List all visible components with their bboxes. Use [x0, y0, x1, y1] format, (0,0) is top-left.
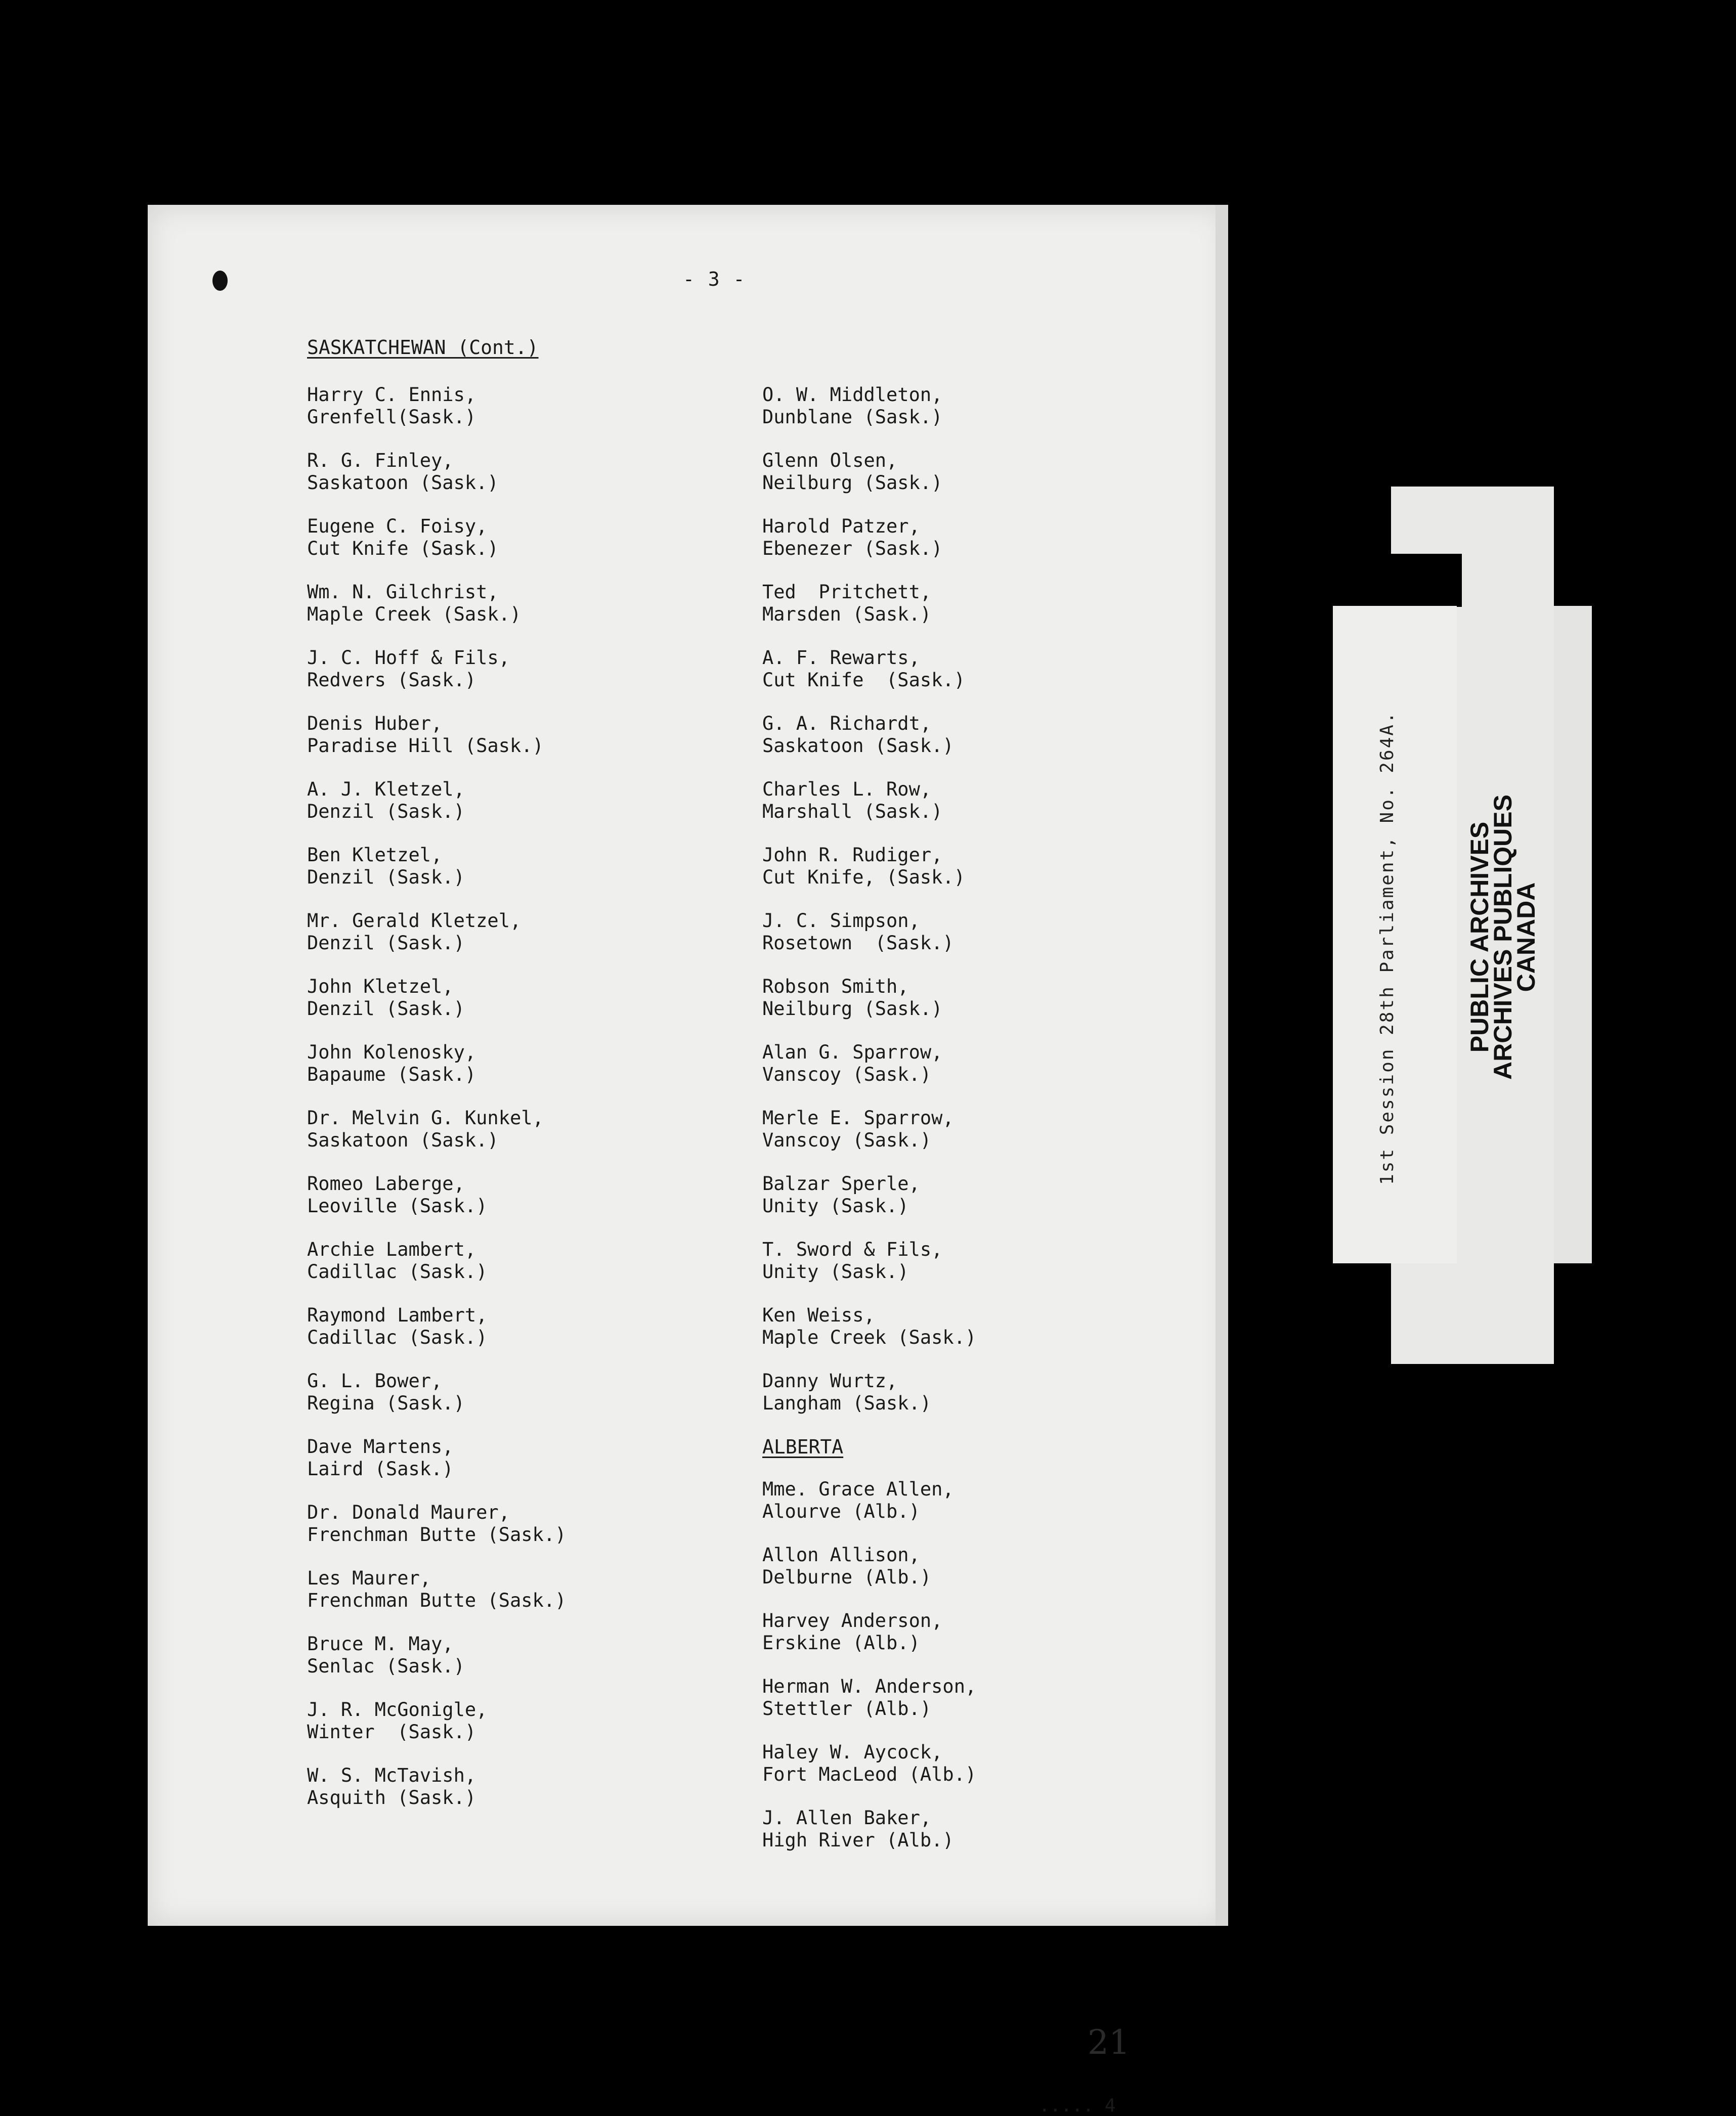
list-item	[307, 1173, 691, 1239]
left-column	[307, 336, 691, 1830]
list-item	[307, 844, 691, 910]
entry-name: Harold Patzer,	[762, 515, 920, 537]
list-item	[762, 844, 1147, 910]
entry-place: Maple Creek (Sask.)	[307, 603, 522, 625]
entry-name: Ken Weiss,	[762, 1304, 875, 1326]
entry-name: G. L. Bower,	[307, 1370, 443, 1392]
archives-stamp-line: CANADA	[1512, 882, 1540, 992]
entry-place: Fort MacLeod (Alb.)	[762, 1764, 977, 1785]
entry-place: Delburne (Alb.)	[762, 1566, 932, 1588]
entry-name: Raymond Lambert,	[307, 1304, 488, 1326]
entry-name: O. W. Middleton,	[762, 384, 943, 406]
entry-place: Vanscoy (Sask.)	[762, 1064, 932, 1085]
list-item	[762, 1807, 1147, 1873]
entry-name: Dr. Melvin G. Kunkel,	[307, 1107, 544, 1129]
list-item	[762, 1676, 1147, 1741]
entry-name: Dr. Donald Maurer,	[307, 1502, 510, 1523]
section-heading-saskatchewan: SASKATCHEWAN (Cont.)	[307, 336, 539, 359]
entry-name: W. S. McTavish,	[307, 1765, 476, 1786]
entry-name: Eugene C. Foisy,	[307, 515, 488, 537]
entry-place: Paradise Hill (Sask.)	[307, 735, 544, 757]
entry-place: Bapaume (Sask.)	[307, 1064, 476, 1085]
entry-place: Denzil (Sask.)	[307, 932, 465, 954]
entry-place: Frenchman Butte (Sask.)	[307, 1590, 567, 1611]
page-number: - 3 -	[683, 268, 746, 290]
entry-name: A. F. Rewarts,	[762, 647, 920, 669]
entry-name: John Kolenosky,	[307, 1041, 476, 1063]
right-entry-list	[762, 384, 1147, 1436]
entry-place: Denzil (Sask.)	[307, 801, 465, 822]
list-item	[307, 778, 691, 844]
continuation-marker: ..... 4	[1039, 2095, 1116, 2116]
entry-place: Rosetown (Sask.)	[762, 932, 954, 954]
entry-name: Haley W. Aycock,	[762, 1741, 943, 1763]
entry-name: A. J. Kletzel,	[307, 778, 465, 800]
entry-place: Unity (Sask.)	[762, 1261, 909, 1283]
entry-name: Dave Martens,	[307, 1436, 454, 1458]
entry-place: Cut Knife (Sask.)	[762, 669, 965, 691]
entry-place: Langham (Sask.)	[762, 1392, 932, 1414]
archives-stamp-line: PUBLIC ARCHIVES	[1465, 821, 1494, 1053]
folio-number: 21	[1088, 2023, 1130, 2062]
list-item	[307, 581, 691, 647]
entry-place: Cadillac (Sask.)	[307, 1327, 488, 1348]
archives-stamp-line: ARCHIVES PUBLIQUES	[1489, 795, 1517, 1080]
entry-place: Neilburg (Sask.)	[762, 472, 943, 494]
entry-place: Neilburg (Sask.)	[762, 998, 943, 1020]
entry-place: Marsden (Sask.)	[762, 603, 932, 625]
list-item	[762, 1610, 1147, 1676]
entry-place: High River (Alb.)	[762, 1829, 954, 1851]
entry-name: John R. Rudiger,	[762, 844, 943, 866]
entry-name: Ben Kletzel,	[307, 844, 443, 866]
page-edge	[1216, 205, 1228, 1926]
entry-place: Cut Knife, (Sask.)	[762, 866, 965, 888]
entry-place: Leoville (Sask.)	[307, 1195, 488, 1217]
list-item	[762, 1478, 1147, 1544]
entry-name: Glenn Olsen,	[762, 450, 898, 471]
list-item	[307, 1041, 691, 1107]
entry-place: Cadillac (Sask.)	[307, 1261, 488, 1283]
entry-name: Mr. Gerald Kletzel,	[307, 910, 522, 932]
entry-place: Marshall (Sask.)	[762, 801, 943, 822]
entry-place: Senlac (Sask.)	[307, 1655, 465, 1677]
entry-name: G. A. Richardt,	[762, 713, 932, 734]
entry-place: Ebenezer (Sask.)	[762, 538, 943, 559]
archives-stamp	[1465, 795, 1540, 1080]
list-item	[307, 1436, 691, 1502]
entry-name: J. C. Simpson,	[762, 910, 920, 932]
entry-name: T. Sword & Fils,	[762, 1239, 943, 1260]
list-item	[762, 1544, 1147, 1610]
entry-place: Frenchman Butte (Sask.)	[307, 1524, 567, 1546]
entry-name: Harry C. Ennis,	[307, 384, 476, 406]
entry-place: Stettler (Alb.)	[762, 1698, 932, 1720]
entry-place: Maple Creek (Sask.)	[762, 1327, 977, 1348]
list-item	[762, 976, 1147, 1041]
entry-place: Denzil (Sask.)	[307, 998, 465, 1020]
entry-name: Mme. Grace Allen,	[762, 1478, 954, 1500]
list-item	[762, 1741, 1147, 1807]
entry-name: Denis Huber,	[307, 713, 443, 734]
entry-name: Balzar Sperle,	[762, 1173, 920, 1195]
entry-name: Harvey Anderson,	[762, 1610, 943, 1632]
list-item	[762, 581, 1147, 647]
folio-number-faint: 22	[1132, 2023, 1175, 2062]
list-item	[762, 1041, 1147, 1107]
entry-name: Charles L. Row,	[762, 778, 932, 800]
entry-name: R. G. Finley,	[307, 450, 454, 471]
entry-place: Erskine (Alb.)	[762, 1632, 920, 1654]
list-item	[762, 647, 1147, 713]
entry-place: Cut Knife (Sask.)	[307, 538, 499, 559]
entry-place: Regina (Sask.)	[307, 1392, 465, 1414]
list-item	[762, 1370, 1147, 1436]
entry-name: Merle E. Sparrow,	[762, 1107, 954, 1129]
entry-name: Les Maurer,	[307, 1567, 431, 1589]
list-item	[307, 1304, 691, 1370]
entry-name: Ted Pritchett,	[762, 581, 932, 603]
alberta-entry-list	[762, 1478, 1147, 1873]
entry-place: Denzil (Sask.)	[307, 866, 465, 888]
entry-place: Asquith (Sask.)	[307, 1787, 476, 1809]
entry-place: Laird (Sask.)	[307, 1458, 454, 1480]
section-heading-alberta: ALBERTA	[762, 1436, 844, 1458]
list-item	[307, 1107, 691, 1173]
entry-name: J. Allen Baker,	[762, 1807, 932, 1829]
list-item	[762, 910, 1147, 976]
list-item	[307, 1502, 691, 1567]
document-page	[148, 205, 1228, 2116]
entry-name: John Kletzel,	[307, 976, 454, 997]
entry-name: Danny Wurtz,	[762, 1370, 898, 1392]
entry-name: Alan G. Sparrow,	[762, 1041, 943, 1063]
entry-place: Unity (Sask.)	[762, 1195, 909, 1217]
entry-place: Dunblane (Sask.)	[762, 406, 943, 428]
list-item	[307, 384, 691, 450]
list-item	[307, 1567, 691, 1633]
list-item	[307, 1765, 691, 1830]
entry-name: J. C. Hoff & Fils,	[307, 647, 510, 669]
list-item	[762, 515, 1147, 581]
list-item	[307, 976, 691, 1041]
list-item	[762, 384, 1147, 450]
list-item	[307, 1239, 691, 1304]
list-item	[762, 450, 1147, 515]
left-entry-list	[307, 384, 691, 1830]
list-item	[307, 1699, 691, 1765]
list-item	[762, 1239, 1147, 1304]
entry-place: Winter (Sask.)	[307, 1721, 476, 1743]
list-item	[307, 515, 691, 581]
right-column	[762, 336, 1147, 1873]
entry-place: Vanscoy (Sask.)	[762, 1129, 932, 1151]
entry-name: Robson Smith,	[762, 976, 909, 997]
session-label: 1st Session 28th Parliament, No. 264A.	[1377, 711, 1398, 1185]
list-item	[762, 713, 1147, 778]
entry-place: Alourve (Alb.)	[762, 1501, 920, 1522]
entry-name: Romeo Laberge,	[307, 1173, 465, 1195]
entry-name: Allon Allison,	[762, 1544, 920, 1566]
list-item	[762, 778, 1147, 844]
entry-name: Herman W. Anderson,	[762, 1676, 977, 1697]
entry-place: Saskatoon (Sask.)	[307, 1129, 499, 1151]
entry-name: J. R. McGonigle,	[307, 1699, 488, 1721]
entry-name: Wm. N. Gilchrist,	[307, 581, 499, 603]
list-item	[307, 450, 691, 515]
right-column-spacer	[762, 336, 1147, 384]
entry-name: Bruce M. May,	[307, 1633, 454, 1655]
punch-hole	[212, 271, 228, 291]
list-item	[307, 910, 691, 976]
list-item	[307, 713, 691, 778]
list-item	[762, 1107, 1147, 1173]
list-item	[307, 647, 691, 713]
archive-tab-side	[1554, 606, 1592, 1263]
list-item	[307, 1370, 691, 1436]
entry-place: Saskatoon (Sask.)	[307, 472, 499, 494]
entry-place: Grenfell(Sask.)	[307, 406, 476, 428]
entry-name: Archie Lambert,	[307, 1239, 476, 1260]
list-item	[762, 1173, 1147, 1239]
entry-place: Redvers (Sask.)	[307, 669, 476, 691]
archive-tab-notch	[1391, 554, 1462, 607]
list-item	[307, 1633, 691, 1699]
entry-place: Saskatoon (Sask.)	[762, 735, 954, 757]
list-item	[762, 1304, 1147, 1370]
